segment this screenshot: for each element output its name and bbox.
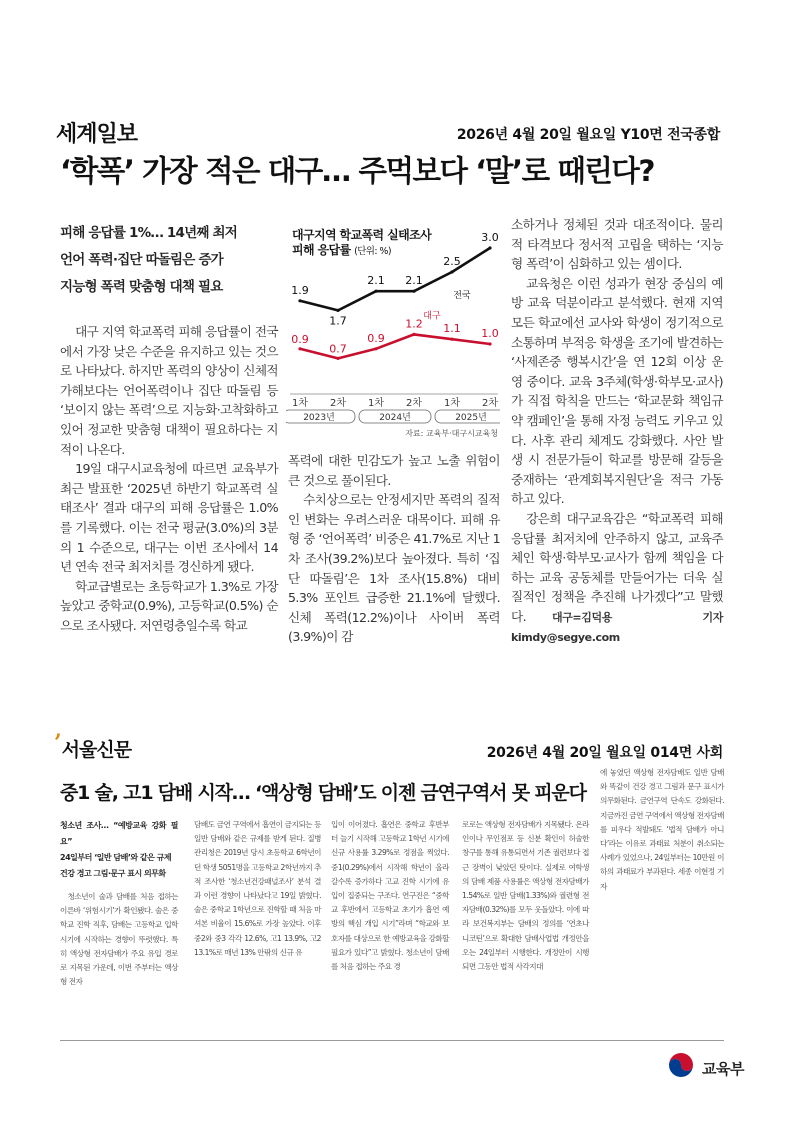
subheadline: 24일부터 ‘일반 담배’와 같은 규제 [60,853,172,862]
data-point [488,246,491,249]
data-point [450,338,453,341]
paragraph [511,509,723,648]
paragraph: 수치상으로는 안정세지만 폭력의 질적인 변화는 우려스러운 대목이다. 피해 유형 중 ‘언어폭력’ 비중은 41.7%로 지난 1차 조사(39.2%)보다 높아졌다. 특히 ‘집단 따돌림’은 1차 조사(15.8%) 대비 5.3% 포인트 급증한 21.1%에 달했다. 신체 폭력(12.2%)이나 사이버 폭력(3.9%)이 감 [288,492,500,645]
data-point [450,270,453,273]
paragraph-text: 에 놓였던 액상형 전자담배도 일반 담배와 똑같이 건강 경고 그림과 문구 표시가 의무화된다. 금연구역 단속도 강화된다. 지금까진 금연 구역에서 액상형 전자담배를 피우다 적발돼도 ‘법적 담배가 아니다’라는 이유로 과태료 처분이 취소되는 사례가 있었으나, 24일부터는 10만원 이하의 과태료가 부과된다. [600,768,724,877]
paragraph: 담배도 금연 구역에서 흡연이 금지되는 등 일반 담배와 같은 규제를 받게 된다. 질병관리청은 2019년 당시 초등학교 6학년이던 학생 5051명을 고등학교 2학년까지 추적 조사한 ‘청소년건강패널조사’ 분석 결과 이런 경향이 나타났다고 19일 밝혔다. 술은 중학교 1학년으로 진학할 때 처음 마셔본 비율이 15.6%로 가장 높았다. 이후 중2와 중3 각각 12.6%, 고1 13.9%, 고2 13.1%로 매년 13% 안팎의 신규 유 [194,820,321,957]
publication-name-text: 서울신문 [61,739,132,761]
article2-column-1 [60,818,178,989]
year-group-label: 2025년 [455,413,487,423]
chart-source: 자료: 교육부·대구시교육청 [405,429,498,438]
year-group-label: 2024년 [379,413,411,423]
data-point [336,309,339,312]
data-label: 3.0 [481,231,499,244]
article-column-2 [288,451,500,647]
year-group-label: 2023년 [303,413,335,423]
chart-subtitle: 피해 응답률 [292,243,351,257]
article2-column-2 [194,818,321,960]
chart-unit: (단위: %) [354,246,391,257]
data-label: 1.1 [443,322,461,336]
subheadline-block [60,220,270,301]
x-tick-label: 2차 [481,398,499,409]
subheadline: 청소년 조사… “예방교육 강화 필요” [60,821,178,846]
data-point [412,333,415,336]
data-point [336,357,339,360]
footer-divider [60,1040,724,1041]
paragraph: 로로는 액상형 전자담배가 지목됐다. 온라인이나 무인점포 등 신분 확인이 허술한 창구를 통해 유통되면서 기존 궐련보다 접근 장벽이 낮았던 탓이다. 실제로 여학생의 담배 제품 사용률은 액상형 전자담배가 1.54%로 일반 담배(1.33%)와 궐련형 전자담배(0.32%)를 모두 웃돌았다. 이에 따라 보건복지부는 담배의 정의를 ‘연초나 니코틴’으로 확대한 담배사업법 개정안을 오는 24일부터 시행한다. 개정안이 시행되면 그동안 법적 사각지대 [462,820,589,972]
data-point [298,347,301,350]
data-label: 2.1 [367,274,385,288]
data-label: 0.9 [367,331,385,345]
x-tick-label: 1차 [291,398,309,409]
dateline: 2026년 4월 20일 월요일 Y10면 전국종합 [456,127,720,143]
data-point [298,299,301,302]
ministry-name: 교육부 [702,1060,744,1078]
article-column-1 [60,322,278,636]
paragraph: 대구 지역 학교폭력 피해 응답률이 전국에서 가장 낮은 수준을 유지하고 있는 것으로 나타났다. 하지만 폭력의 양상이 신체적 가해보다는 언어폭력이나 집단 따돌림 등 ‘보이지 않는 폭력’으로 지능화·고착화하고 있어 정교한 맞춤형 대책이 필요하다는 지적이 나온다. [60,324,278,457]
article2-column-3 [331,818,449,974]
headline: ‘학폭’ 가장 적은 대구… 주먹보다 ‘말’로 때린다? [60,154,655,188]
data-label: 0.9 [291,332,309,346]
byline-2: 세종 이현정 기자 [600,867,724,891]
data-label: 2.1 [405,274,423,288]
data-point [488,342,491,345]
paragraph: 19일 대구시교육청에 따르면 교육부가 최근 발표한 ‘2025년 하반기 학교폭력 실태조사’ 결과 대구의 피해 응답률은 1.0%를 기록했다. 이는 전국 평균(3.0%)의 3분의 1 수준으로, 대구는 이번 조사에서 14년 연속 전국 최저치를 경신하게 됐다. [60,461,278,575]
data-label: 2.5 [443,255,461,268]
subheadline: 지능형 폭력 맞춤형 대책 필요 [60,279,223,295]
paragraph [600,766,724,894]
x-tick-label: 1차 [367,398,385,409]
data-label: 1.9 [291,283,309,297]
subheadline: 언어 폭력·집단 따돌림은 증가 [60,252,223,268]
subheadline: 건강 경고 그림·문구 표시 의무화 [60,869,166,878]
data-label: 1.2 [405,317,423,331]
data-label: 0.7 [329,342,347,356]
x-tick-label: 2차 [329,398,347,409]
subheadline: 피해 응답률 1%… 14년째 최저 [60,225,237,241]
x-tick-label: 2차 [405,398,423,409]
x-tick-label: 1차 [443,398,461,409]
publication-name: 세계일보 [56,121,138,147]
chart-title-text: 대구지역 학교폭력 실태조사 [292,228,432,242]
article2-column-5 [600,766,724,894]
data-point [374,347,377,350]
data-label: 1.7 [329,314,347,328]
paragraph-text: 강은희 대구교육감은 “학교폭력 피해 응답률 최저치에 안주하지 않고, 교육주체인 학생·학부모·교사가 함께 책임을 다하는 교육 공동체를 만들어가는 더욱 실질적인 정책을 추진해 나가겠다”고 말했다. [511,510,723,624]
data-label: 1.0 [481,327,499,340]
paragraph: 소하거나 정체된 것과 대조적이다. 물리적 타격보다 정서적 고립을 택하는 ‘지능형 폭력’이 심화하고 있는 셈이다. [511,217,723,272]
data-point [412,290,415,293]
paragraph: 입이 이어졌다. 흡연은 중학교 후반부터 늘기 시작해 고등학교 1학년 시기에 신규 사용률 3.29%로 정점을 찍었다. 중1(0.29%)에서 시작해 학년이 올라갈수록 증가하다 고교 진학 시기에 유입이 집중되는 구조다. 연구진은 “중학교 후반에서 고등학교 초기가 흡연 예방의 핵심 개입 시기”라며 “학교와 보호자를 대상으로 한 예방교육을 강화할 필요가 있다”고 밝혔다. 청소년이 담배를 처음 접하는 주요 경 [331,820,449,972]
byline: 대구=김덕용 기자 kimdy@segye.com [511,610,723,645]
paragraph: 교육청은 이런 성과가 현장 중심의 예방 교육 덕분이라고 분석했다. 현재 지역 모든 학교에선 교사와 학생이 정기적으로 소통하며 부적응 학생을 조기에 발견하는 ‘사제존중 행복시간’을 연 12회 이상 운영 중이다. 교육 3주체(학생·학부모·교사)가 직접 학칙을 만드는 ‘학교문화 책임규약 캠페인’을 통해 자정 능력도 키우고 있다. 사후 관리 체계도 강화했다. 사안 발생 시 전문가들이 학교를 방문해 갈등을 중재하는 ‘관계회복지원단’을 적극 가동하고 있다. [511,275,723,507]
publication-name-2 [54,730,132,762]
publication-logo-mark: ’ [54,730,61,756]
headline-2: 중1 술, 고1 담배 시작… ‘액상형 담배’도 이젠 금연구역서 못 피운다 [60,782,586,804]
paragraph: 학교급별로는 초등학교가 1.3%로 가장 높았고 중학교(0.9%), 고등학교(0.5%) 순으로 조사됐다. 저연령층일수록 학교 [60,578,278,633]
data-point [374,290,377,293]
dateline-2: 2026년 4월 20일 월요일 014면 사회 [486,745,723,761]
article2-column-4 [462,818,589,974]
line-chart [286,222,500,442]
paragraph: 청소년이 술과 담배를 처음 접하는 이른바 ‘위험시기’가 확인됐다. 술은 중학교 진학 직후, 담배는 고등학교 입학 시기에 시작하는 경향이 뚜렷했다. 특히 액상형 전자담배가 주요 유입 경로로 지목된 가운데, 이번 주부터는 액상형 전자 [60,892,178,987]
paragraph: 폭력에 대한 민감도가 높고 노출 위험이 큰 것으로 풀이된다. [288,453,500,488]
series-line-national [300,248,490,310]
series-name-label: 대구 [423,311,441,322]
series-name-label: 전국 [453,291,471,301]
article-column-3 [511,215,723,648]
ministry-emblem-icon [665,1049,697,1081]
